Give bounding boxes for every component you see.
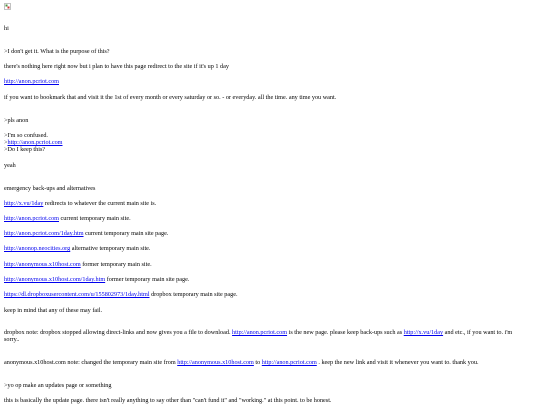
backup-link[interactable]: http://anonop.neocities.org [4, 245, 71, 252]
question-purpose: >I don't get it. What is the purpose of this? [4, 48, 110, 55]
backup-link[interactable]: http://anon.pcriot.com/1day.htm [4, 230, 84, 237]
backup-item [4, 215, 131, 222]
keep-in-mind-text: keep in mind that any of these may fail. [4, 307, 103, 314]
bookmark-text: if you want to bookmark that and visit it the 1st of every month or every saturday or so. - or everyday. all the time. any time you want. [4, 94, 337, 101]
backup-link[interactable]: http://anonymous.x10host.com/1day.htm [4, 276, 106, 283]
backup-desc: former temporary main site. [82, 261, 152, 268]
x10host-note-text: . keep the new link and visit it whenever you want to. thank you. [318, 359, 479, 366]
backup-item [4, 276, 189, 283]
x10host-old-link[interactable]: http://anonymous.x10host.com [177, 359, 254, 366]
keep-this-quote: >Do I keep this? [4, 146, 46, 153]
dropbox-note-text: dropbox note: dropbox stopped allowing direct-links and now gives you a file to download. [4, 329, 231, 336]
updates-answer: this is basically the update page. there isn't really anything to say other than "can't fund it" and "working." at this point. to be honest. [4, 397, 332, 404]
backup-item [4, 200, 156, 207]
greeting-text: hi [4, 25, 9, 32]
confused-link[interactable]: http://anon.pcriot.com [7, 139, 63, 146]
dropbox-note-text: is the new page. please keep back-ups such as [288, 329, 403, 336]
backup-desc: dropbox temporary main site page. [151, 291, 238, 298]
backup-desc: current temporary main site. [60, 215, 131, 222]
answer-purpose: there's nothing here right now but i plan to have this page redirect to the site if it's up 1 day [4, 63, 229, 70]
backup-item [4, 230, 168, 237]
backup-item [4, 261, 152, 268]
main-site-link[interactable]: http://anon.pcriot.com [4, 78, 59, 85]
x10host-note-text: anonymous.x10host.com note: changed the temporary main site from [4, 359, 176, 366]
backup-desc: current temporary main site page. [85, 230, 169, 237]
x10host-note-text: to [255, 359, 261, 366]
updates-question: >yo op make an updates page or something [4, 382, 112, 389]
backups-heading: emergency back-ups and alternatives [4, 185, 96, 192]
backup-desc: redirects to whatever the current main site is. [44, 200, 157, 207]
backup-item [4, 291, 238, 298]
backup-desc: alternative temporary main site. [71, 245, 151, 252]
backup-desc: former temporary main site page. [106, 276, 190, 283]
backup-link[interactable]: http://anon.pcriot.com [4, 215, 59, 222]
dropbox-note-main-link[interactable]: http://anon.pcriot.com [232, 329, 288, 336]
x10host-new-link[interactable]: http://anon.pcriot.com [261, 359, 317, 366]
backup-link[interactable]: http://x.vu/1day [4, 200, 44, 207]
dropbox-note [4, 329, 528, 344]
pls-anon-quote: >pls anon [4, 117, 29, 124]
backup-link[interactable]: https://dl.dropboxusercontent.com/u/155802973/1day.html [4, 291, 150, 298]
backup-link[interactable]: http://anonymous.x10host.com [4, 261, 81, 268]
backup-item [4, 245, 150, 252]
dropbox-note-redirect-link[interactable]: http://x.vu/1day [403, 329, 444, 336]
quote-marker: > [4, 139, 8, 146]
confused-quote: >I'm so confused. [4, 132, 48, 139]
x10host-note [4, 359, 479, 366]
broken-image-icon [4, 3, 11, 10]
dropbox-note-text: and etc., if you want to. i'm sorry.. [4, 329, 513, 344]
yeah-text: yeah [4, 162, 16, 169]
